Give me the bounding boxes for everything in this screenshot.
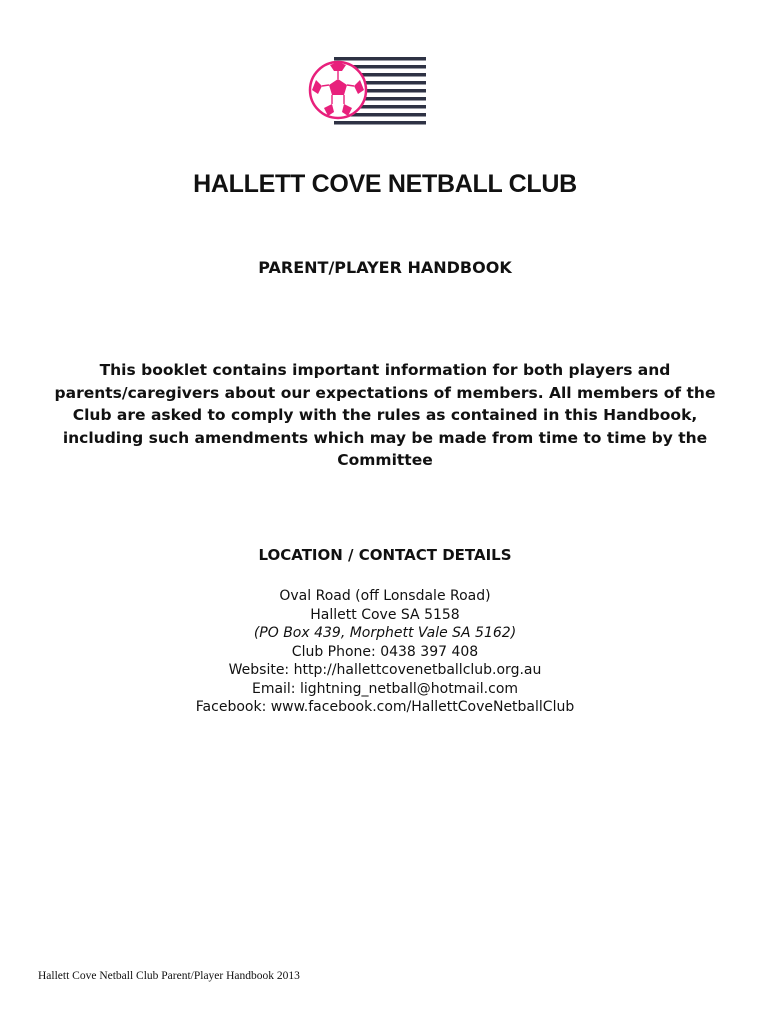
website-line: Website: http://hallettcovenetballclub.org.au [228,662,542,678]
address-line-2: Hallett Cove SA 5158 [310,606,460,623]
contact-heading: LOCATION / CONTACT DETAILS [258,546,512,564]
facebook-line: Facebook: www.facebook.com/HallettCoveNetballClub [195,699,575,715]
po-box: (PO Box 439, Morphett Vale SA 5162) [253,625,517,641]
handbook-title: PARENT/PLAYER HANDBOOK [258,258,512,277]
club-title: HALLETT COVE NETBALL CLUB [193,170,577,198]
email-line: Email: lightning_netball@hotmail.com [251,680,519,697]
club-phone: Club Phone: 0438 397 408 [291,643,479,660]
intro-paragraph: This booklet contains important information for both players and parents/caregivers about our expectations of members. All members of the Club are asked to comply with the rules as contained in this Handbook, including such amendments which may be made from time to time by the Committee [54,361,716,469]
logo-ball [310,62,366,118]
page-footer: Hallett Cove Netball Club Parent/Player Handbook 2013 [38,970,300,982]
club-logo-icon [300,52,430,128]
address-line-1: Oval Road (off Lonsdale Road) [279,588,491,604]
contact-details [0,587,770,717]
